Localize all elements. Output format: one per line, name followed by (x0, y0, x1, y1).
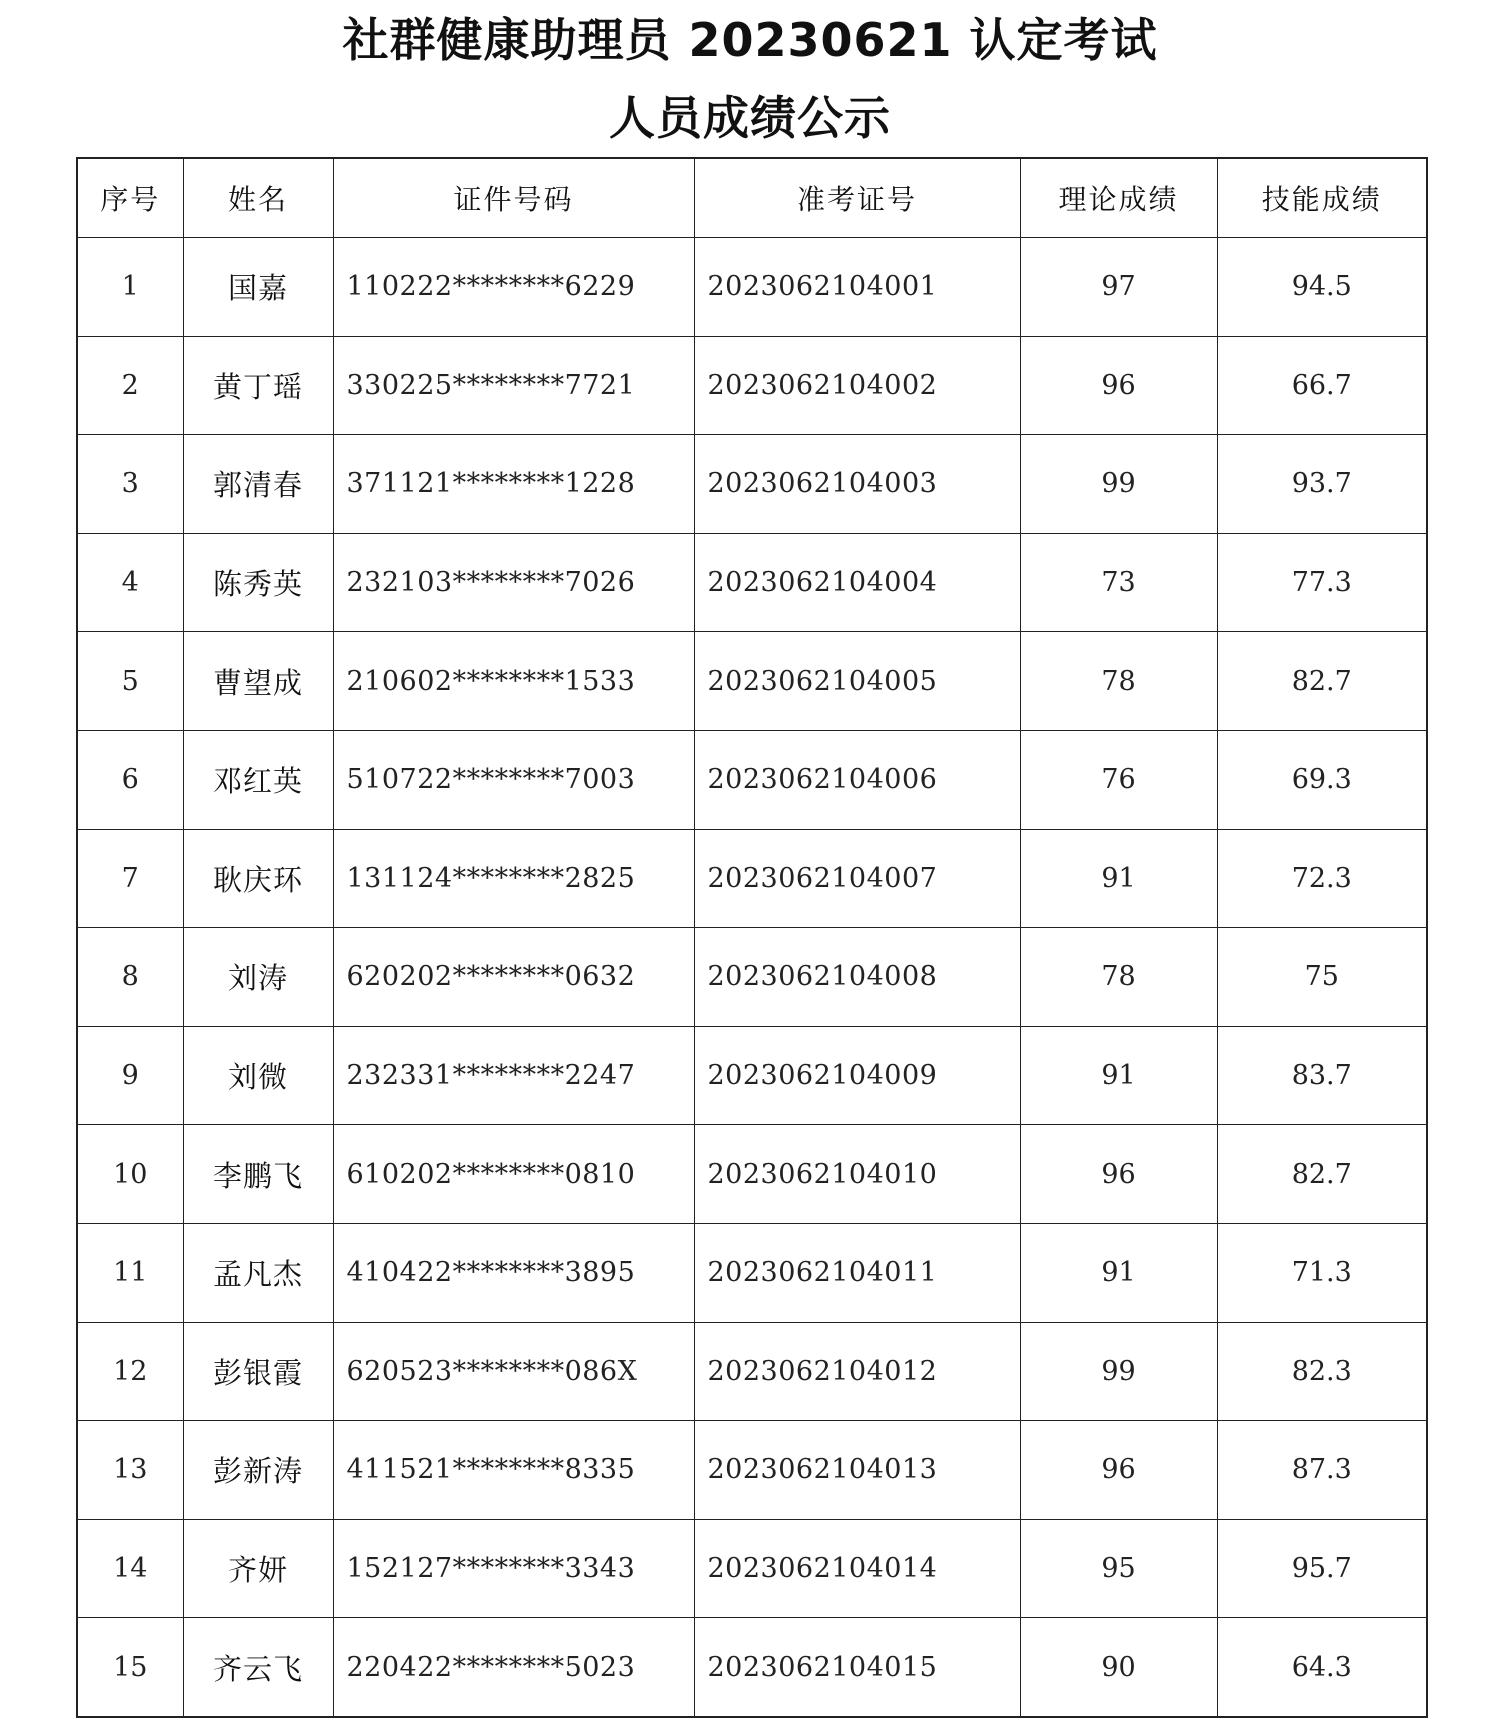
header-name: 姓名 (183, 158, 333, 238)
cell-skill-score: 66.7 (1217, 336, 1427, 435)
cell-skill-score: 83.7 (1217, 1026, 1427, 1125)
cell-skill-score: 71.3 (1217, 1223, 1427, 1322)
cell-theory-score: 95 (1020, 1519, 1217, 1618)
cell-name: 邓红英 (183, 730, 333, 829)
table-row (77, 928, 1427, 1027)
cell-seq: 4 (77, 533, 183, 632)
table-row (77, 238, 1427, 337)
cell-seq: 14 (77, 1519, 183, 1618)
cell-name: 国嘉 (183, 238, 333, 337)
cell-skill-score: 69.3 (1217, 730, 1427, 829)
table-row (77, 730, 1427, 829)
cell-seq: 9 (77, 1026, 183, 1125)
table-row (77, 1026, 1427, 1125)
cell-id-number: 411521********8335 (333, 1421, 694, 1520)
cell-exam-number: 2023062104001 (694, 238, 1020, 337)
table-body (77, 238, 1427, 1717)
cell-id-number: 152127********3343 (333, 1519, 694, 1618)
cell-skill-score: 82.7 (1217, 632, 1427, 731)
cell-seq: 13 (77, 1421, 183, 1520)
cell-theory-score: 78 (1020, 928, 1217, 1027)
cell-seq: 2 (77, 336, 183, 435)
cell-seq: 6 (77, 730, 183, 829)
cell-seq: 11 (77, 1223, 183, 1322)
cell-exam-number: 2023062104009 (694, 1026, 1020, 1125)
cell-seq: 8 (77, 928, 183, 1027)
cell-theory-score: 91 (1020, 1223, 1217, 1322)
cell-id-number: 110222********6229 (333, 238, 694, 337)
cell-seq: 15 (77, 1618, 183, 1717)
header-seq: 序号 (77, 158, 183, 238)
header-exam-number: 准考证号 (694, 158, 1020, 238)
cell-name: 彭银霞 (183, 1322, 333, 1421)
cell-seq: 1 (77, 238, 183, 337)
header-theory-score: 理论成绩 (1020, 158, 1217, 238)
cell-id-number: 220422********5023 (333, 1618, 694, 1717)
header-skill-score: 技能成绩 (1217, 158, 1427, 238)
cell-theory-score: 73 (1020, 533, 1217, 632)
cell-exam-number: 2023062104013 (694, 1421, 1020, 1520)
table-header (77, 158, 1427, 238)
cell-seq: 12 (77, 1322, 183, 1421)
table-row (77, 1519, 1427, 1618)
table-row (77, 336, 1427, 435)
cell-id-number: 610202********0810 (333, 1125, 694, 1224)
cell-skill-score: 77.3 (1217, 533, 1427, 632)
cell-name: 刘涛 (183, 928, 333, 1027)
cell-exam-number: 2023062104002 (694, 336, 1020, 435)
cell-exam-number: 2023062104007 (694, 829, 1020, 928)
cell-skill-score: 82.3 (1217, 1322, 1427, 1421)
cell-theory-score: 96 (1020, 336, 1217, 435)
cell-skill-score: 93.7 (1217, 435, 1427, 534)
cell-id-number: 620523********086X (333, 1322, 694, 1421)
cell-name: 刘微 (183, 1026, 333, 1125)
cell-exam-number: 2023062104011 (694, 1223, 1020, 1322)
cell-skill-score: 75 (1217, 928, 1427, 1027)
cell-seq: 10 (77, 1125, 183, 1224)
cell-name: 李鹏飞 (183, 1125, 333, 1224)
cell-id-number: 131124********2825 (333, 829, 694, 928)
cell-exam-number: 2023062104014 (694, 1519, 1020, 1618)
cell-id-number: 371121********1228 (333, 435, 694, 534)
cell-name: 曹望成 (183, 632, 333, 731)
cell-name: 陈秀英 (183, 533, 333, 632)
cell-theory-score: 97 (1020, 238, 1217, 337)
cell-skill-score: 94.5 (1217, 238, 1427, 337)
page-title: 社群健康助理员 20230621 认定考试 (342, 13, 1158, 67)
table-row (77, 1421, 1427, 1520)
cell-name: 黄丁瑶 (183, 336, 333, 435)
cell-skill-score: 82.7 (1217, 1125, 1427, 1224)
cell-id-number: 210602********1533 (333, 632, 694, 731)
table-row (77, 435, 1427, 534)
cell-skill-score: 95.7 (1217, 1519, 1427, 1618)
cell-exam-number: 2023062104005 (694, 632, 1020, 731)
cell-exam-number: 2023062104010 (694, 1125, 1020, 1224)
cell-exam-number: 2023062104003 (694, 435, 1020, 534)
table-row (77, 1223, 1427, 1322)
cell-id-number: 232331********2247 (333, 1026, 694, 1125)
cell-exam-number: 2023062104006 (694, 730, 1020, 829)
table-row (77, 533, 1427, 632)
cell-theory-score: 99 (1020, 1322, 1217, 1421)
cell-id-number: 232103********7026 (333, 533, 694, 632)
cell-skill-score: 64.3 (1217, 1618, 1427, 1717)
page-subtitle: 人员成绩公示 (609, 91, 891, 145)
cell-theory-score: 96 (1020, 1125, 1217, 1224)
cell-name: 耿庆环 (183, 829, 333, 928)
cell-exam-number: 2023062104008 (694, 928, 1020, 1027)
cell-seq: 7 (77, 829, 183, 928)
cell-theory-score: 91 (1020, 1026, 1217, 1125)
cell-theory-score: 91 (1020, 829, 1217, 928)
table-row (77, 1125, 1427, 1224)
table-row (77, 829, 1427, 928)
scores-table (76, 157, 1428, 1718)
cell-name: 齐妍 (183, 1519, 333, 1618)
cell-name: 彭新涛 (183, 1421, 333, 1520)
cell-skill-score: 72.3 (1217, 829, 1427, 928)
cell-exam-number: 2023062104015 (694, 1618, 1020, 1717)
cell-exam-number: 2023062104004 (694, 533, 1020, 632)
cell-id-number: 410422********3895 (333, 1223, 694, 1322)
cell-id-number: 620202********0632 (333, 928, 694, 1027)
cell-theory-score: 90 (1020, 1618, 1217, 1717)
table-row (77, 632, 1427, 731)
cell-id-number: 510722********7003 (333, 730, 694, 829)
cell-skill-score: 87.3 (1217, 1421, 1427, 1520)
table-row (77, 1618, 1427, 1717)
cell-name: 郭清春 (183, 435, 333, 534)
cell-theory-score: 78 (1020, 632, 1217, 731)
header-id-number: 证件号码 (333, 158, 694, 238)
cell-name: 孟凡杰 (183, 1223, 333, 1322)
cell-id-number: 330225********7721 (333, 336, 694, 435)
header-row (77, 158, 1427, 238)
table-row (77, 1322, 1427, 1421)
cell-theory-score: 96 (1020, 1421, 1217, 1520)
cell-seq: 3 (77, 435, 183, 534)
cell-seq: 5 (77, 632, 183, 731)
cell-theory-score: 99 (1020, 435, 1217, 534)
cell-exam-number: 2023062104012 (694, 1322, 1020, 1421)
cell-theory-score: 76 (1020, 730, 1217, 829)
cell-name: 齐云飞 (183, 1618, 333, 1717)
